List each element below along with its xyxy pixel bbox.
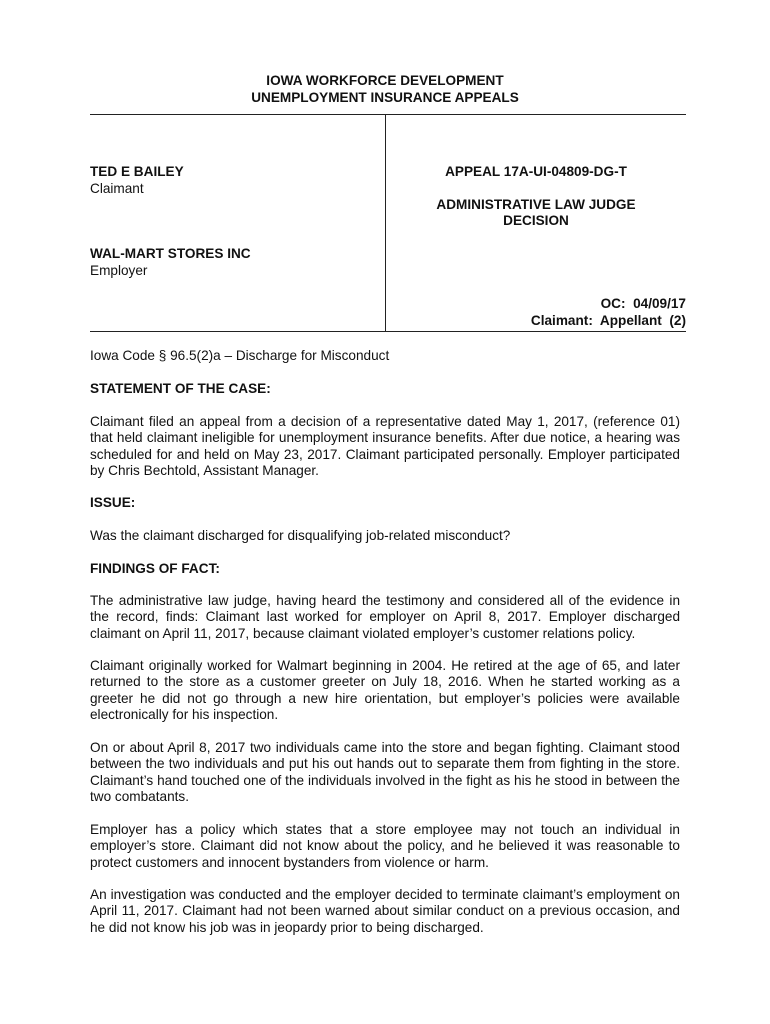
claimant-name: TED E BAILEY <box>90 164 184 179</box>
findings-paragraph: On or about April 8, 2017 two individuals came into the store and began fighting. Claimant stood between the two individuals and put his out hands out to separate them from fighting in the store. Claimant’s hand touched one of the individuals involved in the fight as his he stood in between the two combatants. <box>90 740 680 805</box>
claimant-role: Claimant <box>90 181 144 196</box>
appeal-number: APPEAL 17A-UI-04809-DG-T <box>445 164 627 179</box>
issue-paragraph: Was the claimant discharged for disqualifying job-related misconduct? <box>90 528 511 543</box>
oc-date: OC: 04/09/17 <box>600 296 686 311</box>
findings-paragraph: The administrative law judge, having heard the testimony and considered all of the evidence in the record, finds: Claimant last worked for employer on April 8, 2017. Employer discharged claimant on April 11, 2017, because claimant violated employer’s customer relations policy. <box>90 593 680 641</box>
issue-heading: ISSUE: <box>90 495 136 510</box>
agency-title: IOWA WORKFORCE DEVELOPMENT <box>266 73 504 88</box>
statement-heading: STATEMENT OF THE CASE: <box>90 381 271 396</box>
findings-paragraph: Employer has a policy which states that a store employee may not touch an individual in employer’s store. Claimant did not know about the policy, and he believed it was reasonable to protect customers and innocent bystanders from violence or harm. <box>90 822 680 870</box>
caption-bottom-rule <box>90 331 686 332</box>
employer-name: WAL-MART STORES INC <box>90 246 251 261</box>
findings-paragraph: Claimant originally worked for Walmart beginning in 2004. He retired at the age of 65, and later returned to the store as a customer greeter on July 18, 2016. When he started working as a greeter he did not go through a new hire orientation, but employer’s policies were available electronically for his inspection. <box>90 658 680 723</box>
division-title: UNEMPLOYMENT INSURANCE APPEALS <box>251 90 519 105</box>
caption-top-rule <box>90 114 686 115</box>
statement-paragraph: Claimant filed an appeal from a decision of a representative dated May 1, 2017, (reference 01) that held claimant ineligible for unemployment insurance benefits. After due notice, a hearing was scheduled for and held on May 23, 2017. Claimant participated personally. Employer participated by Chris Bechtold, Assistant Manager. <box>90 414 680 479</box>
findings-paragraph: An investigation was conducted and the employer decided to terminate claimant’s employment on April 11, 2017. Claimant had not been warned about similar conduct on a previous occasion, and he did not know his job was in jeopardy prior to being discharged. <box>90 887 680 935</box>
decision-title-line1: ADMINISTRATIVE LAW JUDGE <box>436 197 636 212</box>
decision-title-line2: DECISION <box>503 213 569 228</box>
code-citation: Iowa Code § 96.5(2)a – Discharge for Misconduct <box>90 348 390 363</box>
employer-role: Employer <box>90 263 148 278</box>
appellant-status: Claimant: Appellant (2) <box>530 313 686 328</box>
findings-heading: FINDINGS OF FACT: <box>90 561 220 576</box>
